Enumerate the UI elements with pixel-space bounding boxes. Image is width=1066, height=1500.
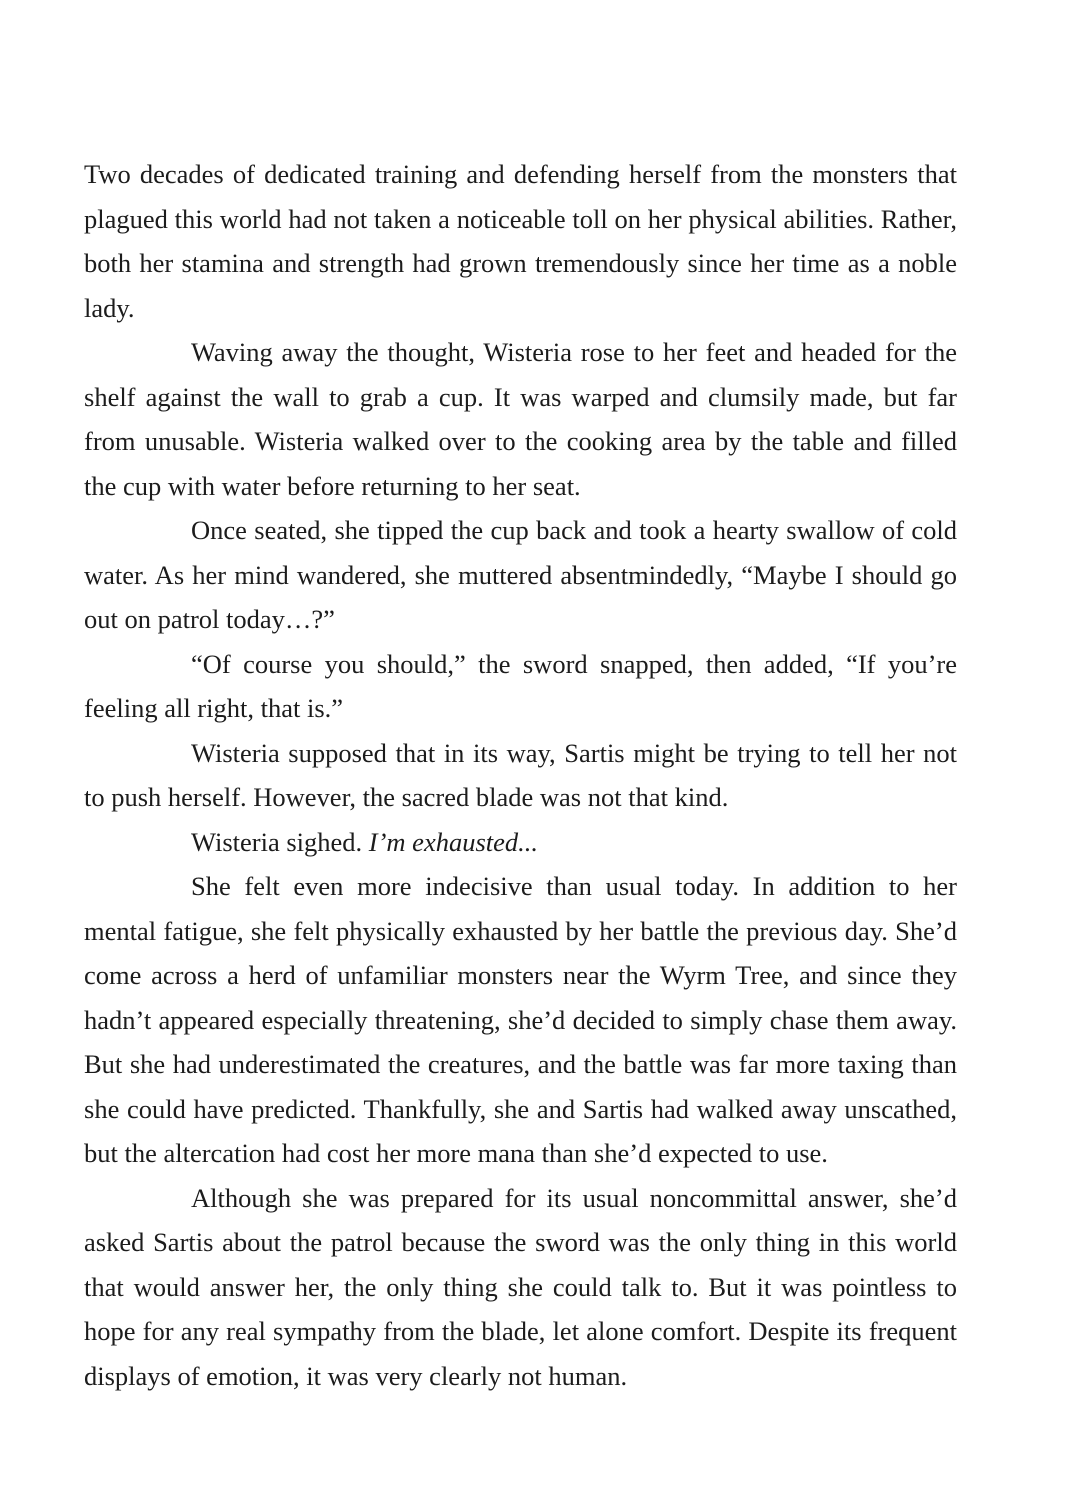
paragraph-4-text: “Of course you should,” the sword snapped, then added, “If you’re feeling all right, that is.” — [84, 648, 957, 723]
paragraph-7 — [84, 864, 957, 1176]
paragraph-6 — [84, 820, 957, 865]
paragraph-5 — [84, 731, 957, 820]
paragraph-6-text: Wisteria sighed. — [191, 826, 369, 857]
paragraph-2 — [84, 330, 957, 508]
paragraph-1-text: Two decades of dedicated training and defending herself from the monsters that plagued this world had not taken a noticeable toll on her physical abilities. Rather, both her stamina and strength had grown tremendously since her time as a noble lady. — [84, 159, 957, 323]
paragraph-2-text: Waving away the thought, Wisteria rose to her feet and headed for the shelf against the wall to grab a cup. It was warped and clumsily made, but far from unusable. Wisteria walked over to the cooking area by the table and filled the cup with water before returning to her seat. — [84, 337, 957, 501]
paragraph-4 — [84, 642, 957, 731]
book-page — [84, 152, 957, 1398]
paragraph-3 — [84, 508, 957, 642]
paragraph-8 — [84, 1176, 957, 1399]
paragraph-7-text: She felt even more indecisive than usual today. In addition to her mental fatigue, she felt physically exhausted by her battle the previous day. She’d come across a herd of unfamiliar monsters near the Wyrm Tree, and since they hadn’t appeared especially threatening, she’d decided to simply chase them away. But she had underestimated the creatures, and the battle was far more taxing than she could have predicted. Thankfully, she and Sartis had walked away unscathed, but the altercation had cost her more mana than she’d expected to use. — [84, 871, 957, 1168]
paragraph-5-text: Wisteria supposed that in its way, Sartis might be trying to tell her not to push herself. However, the sacred blade was not that kind. — [84, 737, 957, 812]
paragraph-3-text: Once seated, she tipped the cup back and took a hearty swallow of cold water. As her mind wandered, she muttered absentmindedly, “Maybe I should go out on patrol today…?” — [84, 515, 957, 634]
paragraph-1 — [84, 152, 957, 330]
paragraph-8-text: Although she was prepared for its usual noncommittal answer, she’d asked Sartis about the patrol because the sword was the only thing in this world that would answer her, the only thing she could talk to. But it was pointless to hope for any real sympathy from the blade, let alone comfort. Despite its frequent displays of emotion, it was very clearly not human. — [84, 1182, 957, 1391]
paragraph-6-italic-thought: I’m exhausted... — [368, 826, 539, 857]
